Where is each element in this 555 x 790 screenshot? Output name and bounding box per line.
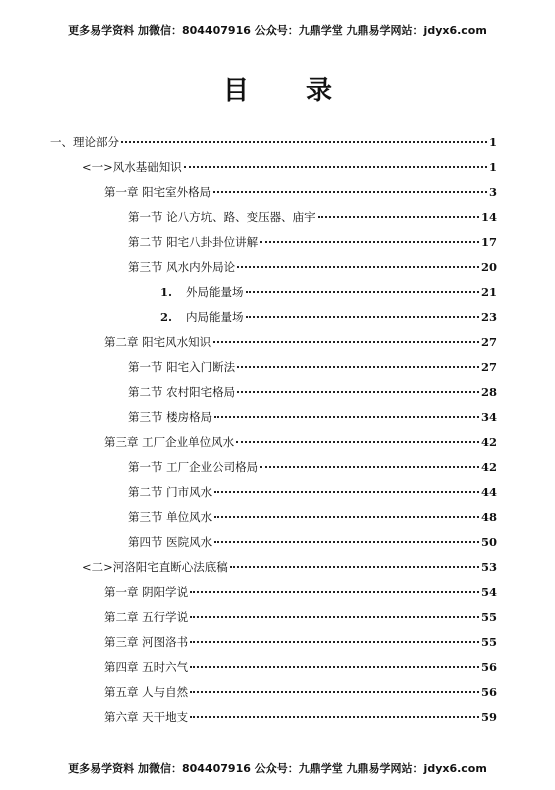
toc-leader-dots: [121, 141, 487, 143]
toc-page-number: 44: [480, 485, 497, 499]
toc-entry: [104, 434, 497, 452]
toc-label: 第二章 阳宅风水知识: [104, 335, 212, 349]
toc-entry: [128, 509, 497, 527]
toc-page-number: 1: [488, 160, 497, 174]
toc-label: 第一章 阴阳学说: [104, 585, 189, 599]
toc-page-number: 59: [480, 710, 497, 724]
toc-page-number: 21: [480, 285, 497, 299]
toc-entry: [160, 309, 497, 327]
toc-label: 第三章 工厂企业单位风水: [104, 435, 235, 449]
toc-leader-dots: [318, 216, 479, 218]
toc-label: 第六章 天干地支: [104, 710, 189, 724]
toc-page-number: 23: [480, 310, 497, 324]
toc-entry: [128, 359, 497, 377]
page-header: 更多易学资料 加微信：804407916 公众号：九鼎学堂 九鼎易学网站：jdyx6.com: [68, 24, 487, 37]
toc-entry: [128, 534, 497, 552]
toc-leader-dots: [190, 666, 479, 668]
toc-label: <二>河洛阳宅直断心法底稿: [82, 560, 228, 574]
toc-leader-dots: [190, 691, 479, 693]
toc-leader-dots: [213, 341, 479, 343]
toc-label: 第三节 楼房格局: [128, 410, 213, 424]
toc-entry: [128, 459, 497, 477]
toc-label: 第二节 门市风水: [128, 485, 213, 499]
toc-entry: [104, 684, 497, 702]
toc-entry: [128, 409, 497, 427]
toc-page-number: 34: [480, 410, 497, 424]
toc-label: 第五章 人与自然: [104, 685, 189, 699]
toc-label: 第二节 农村阳宅格局: [128, 385, 236, 399]
toc-entry: [104, 659, 497, 677]
toc-entry: [104, 709, 497, 727]
toc-leader-dots: [190, 616, 479, 618]
toc-label: 第三节 风水内外局论: [128, 260, 236, 274]
toc-page-number: 28: [480, 385, 497, 399]
toc-leader-dots: [214, 541, 479, 543]
toc-leader-dots: [190, 641, 479, 643]
toc-entry: [104, 584, 497, 602]
toc-leader-dots: [214, 516, 479, 518]
toc-page-number: 17: [480, 235, 497, 249]
toc-item-number: 2.: [160, 310, 173, 324]
toc-leader-dots: [190, 716, 479, 718]
toc-entry: [128, 209, 497, 227]
toc-page-number: 48: [480, 510, 497, 524]
toc-leader-dots: [246, 316, 479, 318]
toc-page-number: 50: [480, 535, 497, 549]
toc-page-number: 53: [480, 560, 497, 574]
toc-label: 第四章 五时六气: [104, 660, 189, 674]
toc-page-number: 55: [480, 635, 497, 649]
toc-label: 第二章 五行学说: [104, 610, 189, 624]
toc-entry: [128, 259, 497, 277]
toc-entry: [104, 609, 497, 627]
toc-item-number: 1.: [160, 285, 173, 299]
toc-entry: [160, 284, 497, 302]
toc-leader-dots: [260, 241, 479, 243]
toc-page-number: 42: [480, 460, 497, 474]
toc-page-number: 1: [488, 135, 497, 149]
toc-page-number: 56: [480, 660, 497, 674]
toc-entry: [82, 559, 497, 577]
toc-leader-dots: [236, 441, 479, 443]
toc-label: 一、理论部分: [50, 135, 119, 149]
toc-leader-dots: [214, 491, 479, 493]
toc-label: <一>风水基础知识: [82, 160, 182, 174]
toc-page-number: 14: [480, 210, 497, 224]
toc-page-number: 56: [480, 685, 497, 699]
toc-entry: [104, 334, 497, 352]
toc-entry: [128, 484, 497, 502]
toc-label: 第一节 工厂企业公司格局: [128, 460, 259, 474]
toc-leader-dots: [260, 466, 479, 468]
toc-entry: [104, 634, 497, 652]
toc-label: 第三节 单位风水: [128, 510, 213, 524]
toc-page-number: 42: [480, 435, 497, 449]
toc-label: 第一节 论八方坑、路、变压器、庙宇: [128, 210, 316, 224]
toc-leader-dots: [184, 166, 487, 168]
toc-label: 第一章 阳宅室外格局: [104, 185, 212, 199]
page-footer: 更多易学资料 加微信：804407916 公众号：九鼎学堂 九鼎易学网站：jdyx6.com: [68, 762, 487, 775]
toc-entry: [128, 384, 497, 402]
toc-leader-dots: [246, 291, 479, 293]
toc-page-number: 54: [480, 585, 497, 599]
toc-label: 内局能量场: [186, 310, 244, 324]
toc-leader-dots: [237, 366, 479, 368]
toc-leader-dots: [237, 266, 479, 268]
toc-page-number: 27: [480, 335, 497, 349]
toc-page-number: 27: [480, 360, 497, 374]
page-title: 目 录: [222, 76, 357, 106]
toc-leader-dots: [190, 591, 479, 593]
toc-leader-dots: [214, 416, 479, 418]
toc-label: 第四节 医院风水: [128, 535, 213, 549]
toc-entry: [128, 234, 497, 252]
toc-page-number: 20: [480, 260, 497, 274]
toc-page-number: 3: [488, 185, 497, 199]
toc-label: 第三章 河图洛书: [104, 635, 189, 649]
toc-entry: [104, 184, 497, 202]
toc-leader-dots: [213, 191, 487, 193]
toc-label: 第一节 阳宅入门断法: [128, 360, 236, 374]
toc-leader-dots: [237, 391, 479, 393]
toc-page-number: 55: [480, 610, 497, 624]
toc-label: 外局能量场: [186, 285, 244, 299]
toc-entry: [82, 159, 497, 177]
toc-entry: [50, 134, 497, 152]
toc-label: 第二节 阳宅八卦卦位讲解: [128, 235, 259, 249]
toc-leader-dots: [230, 566, 479, 568]
